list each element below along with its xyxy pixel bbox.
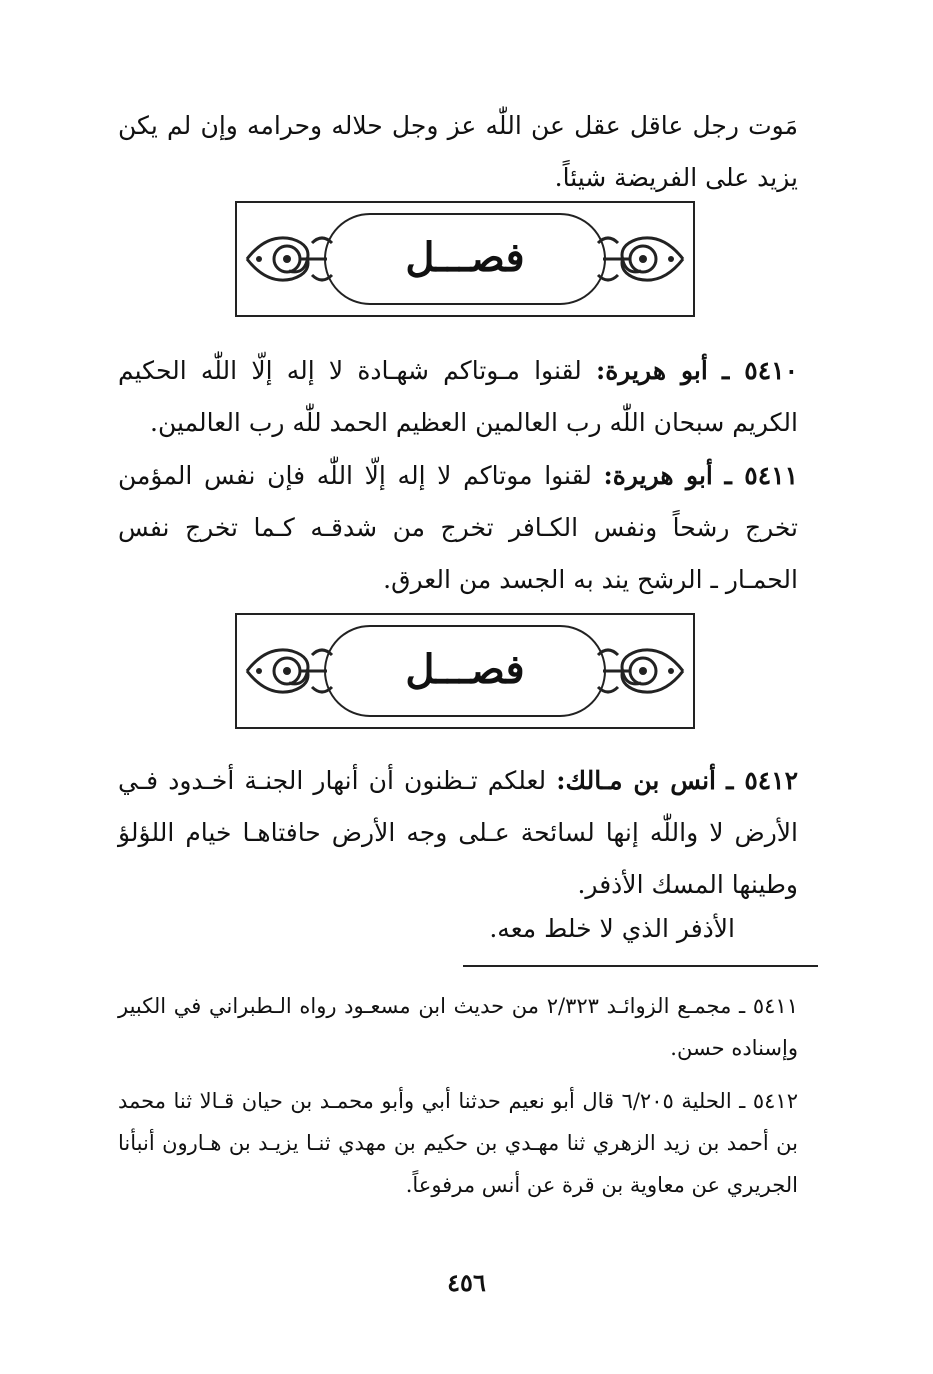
footnote-5412: ٥٤١٢ ـ الحلية ٦/٢٠٥ قال أبو نعيم حدثنا أبي وأبو محمـد بن حيان قـالا ثنا محمد بن أحمد بن زيد الزهري ثنا مهـدي بن حكيم بن مهدي ثنـا يزيـد بن هـارون أنبأنا الجريري عن معاوية بن قرة عن أنس مرفوعاً. xyxy=(118,1089,798,1197)
hadith-number: ٥٤١٢ ـ xyxy=(726,766,799,795)
footnote-separator xyxy=(463,965,818,967)
hadith-number: ٥٤١١ ـ xyxy=(724,461,798,490)
hadith-text: لعلكم تـظنون أن أنهار الجنـة أخـدود فـي الأرض لا واللّٰه إنها لسائحة عـلى وجه الأرض حافتاهـا خيام اللؤلؤ وطينها المسك الأذفر. xyxy=(118,766,798,899)
hadith-5411 xyxy=(118,450,798,606)
hadith-number: ٥٤١٠ ـ xyxy=(722,356,798,385)
page-number: ٤٥٦ xyxy=(447,1268,486,1297)
hadith-text: لقنوا موتاكم لا إله إلّا اللّٰه فإن نفس المؤمن تخرج رشحاً ونفس الكـافر تخرج من شدقـه كـما تخرج نفس الحمـار ـ الرشح يند به الجسد من العرق. xyxy=(118,461,798,594)
section-heading-box xyxy=(235,201,695,317)
hadith-text: لقنوا مـوتاكم شهـادة لا إله إلّا اللّٰه الحكيم الكريم سبحان اللّٰه رب العالمين العظيم الحمد للّٰه رب العالمين. xyxy=(118,356,798,437)
section-heading-fasl: فصـــل xyxy=(405,646,525,693)
hadith-5412 xyxy=(118,755,798,911)
section-heading-box xyxy=(235,613,695,729)
explanatory-note: الأذفر الذي لا خلط معه. xyxy=(489,914,735,943)
hadith-narrator: أبو هريرة: xyxy=(603,461,713,490)
hadith-narrator: أبو هريرة: xyxy=(595,356,708,385)
hadith-narrator: أنس بن مـالك: xyxy=(556,766,717,795)
footnote-5411: ٥٤١١ ـ مجمـع الزوائـد ٢/٣٢٣ من حديث ابن مسعـود رواه الـطبراني في الكبير وإسناده حسن. xyxy=(118,994,798,1060)
section-heading-fasl: فصـــل xyxy=(405,234,525,281)
hadith-5410 xyxy=(118,345,798,449)
intro-paragraph: مَوت رجل عاقل عقل عن اللّٰه عز وجل حلاله وحرامه وإن لم يكن يزيد على الفريضة شيئاً. xyxy=(118,111,798,192)
